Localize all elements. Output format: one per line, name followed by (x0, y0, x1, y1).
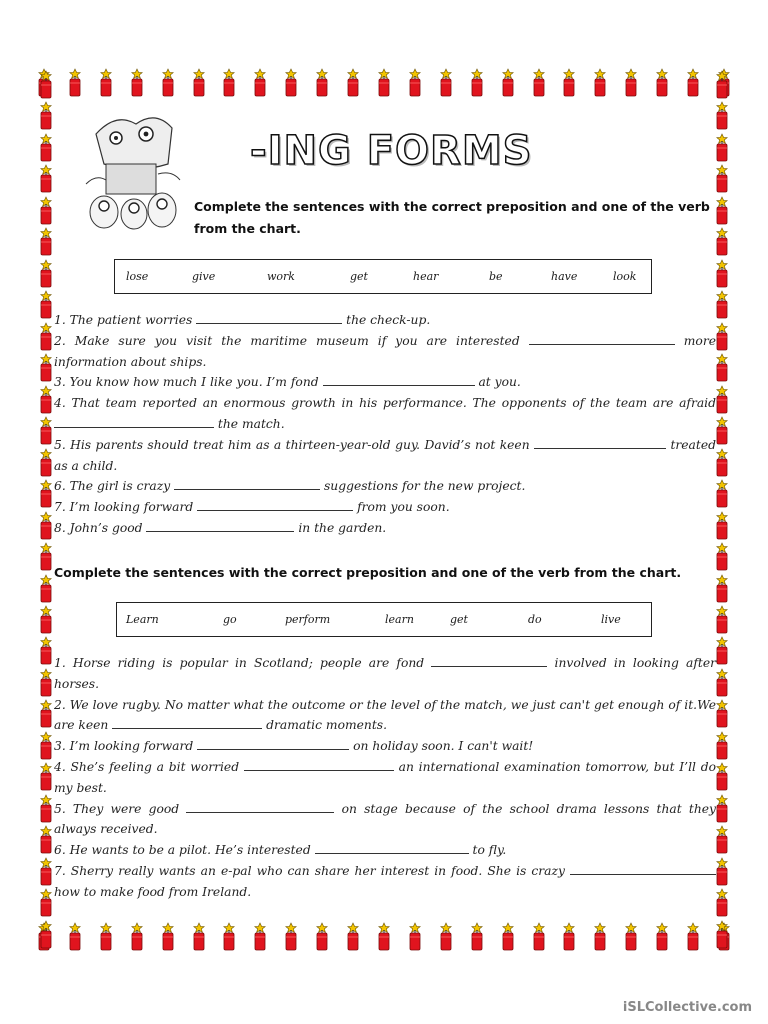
answer-blank[interactable] (186, 800, 334, 813)
firecracker-icon (36, 920, 56, 950)
firecracker-icon (36, 290, 56, 320)
firecracker-icon (559, 922, 579, 952)
firecracker-icon (158, 68, 178, 98)
firecracker-icon (36, 322, 56, 352)
firecracker-icon (36, 196, 56, 226)
firecracker-icon (36, 731, 56, 761)
answer-blank[interactable] (196, 311, 342, 324)
chart-word: give (192, 270, 216, 283)
instruction-1-line2: from the chart. (194, 221, 301, 236)
sentence: 1. The patient worries the check-up. (54, 313, 431, 327)
answer-blank[interactable] (529, 332, 675, 345)
answer-blank[interactable] (315, 841, 469, 854)
firecracker-icon (498, 68, 518, 98)
firecracker-icon (652, 68, 672, 98)
firecracker-icon (712, 227, 732, 257)
firecracker-icon (65, 68, 85, 98)
answer-blank[interactable] (197, 737, 349, 750)
answer-blank[interactable] (570, 862, 716, 875)
firecracker-icon (529, 68, 549, 98)
firecracker-icon (712, 196, 732, 226)
sentence: 3. I’m looking forward on holiday soon. I can't wait! (54, 739, 534, 754)
sentence: 5. His parents should treat him as a thirteen-year-old guy. David’s not keen treated as a child. (54, 437, 716, 473)
firecracker-icon (590, 68, 610, 98)
answer-blank[interactable] (146, 519, 294, 532)
firecracker-icon (712, 920, 732, 950)
firecracker-icon (36, 511, 56, 541)
firecracker-icon (343, 68, 363, 98)
instruction-1-line1: Complete the sentences with the correct preposition and one of the verb (194, 199, 710, 214)
firecracker-icon (712, 133, 732, 163)
firecracker-icon (36, 668, 56, 698)
sentence: 2. We love rugby. No matter what the outcome or the level of the match, we just can't get enough of it.We are keen dramatic moments. (54, 697, 716, 733)
firecracker-icon (219, 68, 239, 98)
sentence: 6. He wants to be a pilot. He’s interested to fly. (54, 843, 507, 858)
firecracker-icon (281, 922, 301, 952)
firecracker-icon (127, 68, 147, 98)
firecracker-icon (281, 68, 301, 98)
chart-word: perform (285, 613, 331, 626)
firecracker-icon (36, 888, 56, 918)
firecracker-icon (436, 922, 456, 952)
sentence: 2. Make sure you visit the maritime museum if you are interested more information about ships. (54, 333, 716, 369)
firecracker-icon (36, 574, 56, 604)
answer-blank[interactable] (54, 415, 214, 428)
sentence: 7. Sherry really wants an e-pal who can share her interest in food. She is crazy how to make food from Ireland. (54, 861, 716, 903)
firecracker-icon (652, 922, 672, 952)
chart-word: get (450, 613, 468, 626)
exercise-1 (54, 310, 716, 539)
answer-blank[interactable] (112, 716, 262, 729)
firecracker-icon (36, 636, 56, 666)
firecracker-icon (36, 164, 56, 194)
firecracker-icon (374, 922, 394, 952)
firecracker-icon (36, 353, 56, 383)
firecracker-icon (36, 448, 56, 478)
firecracker-icon (590, 922, 610, 952)
sentence: 8. John’s good in the garden. (54, 520, 387, 535)
chart-word: go (223, 613, 237, 626)
firecracker-icon (65, 922, 85, 952)
sentence: 3. You know how much I like you. I’m fond at you. (54, 375, 521, 390)
firecracker-icon (621, 68, 641, 98)
firecracker-icon (712, 605, 732, 635)
firecracker-icon (683, 68, 703, 98)
instruction-2: Complete the sentences with the correct preposition and one of the verb from the chart. (54, 565, 682, 580)
firecracker-icon (127, 922, 147, 952)
answer-blank[interactable] (197, 498, 353, 511)
firecracker-icon (374, 68, 394, 98)
firecracker-icon (312, 68, 332, 98)
firecracker-icon (712, 70, 732, 100)
answer-blank[interactable] (244, 758, 394, 771)
firecracker-icon (36, 605, 56, 635)
firecracker-icon (712, 164, 732, 194)
answer-blank[interactable] (431, 654, 547, 667)
firecracker-icon (36, 542, 56, 572)
firecracker-icon (36, 479, 56, 509)
firecracker-icon (96, 922, 116, 952)
answer-blank[interactable] (534, 436, 666, 449)
chart-word: be (489, 270, 503, 283)
word-chart-1 (114, 259, 652, 294)
firecracker-icon (529, 922, 549, 952)
firecracker-icon (36, 133, 56, 163)
firecracker-icon (436, 68, 456, 98)
instruction-1 (194, 196, 714, 240)
exercise-2 (54, 653, 716, 903)
sentence: 4. That team reported an enormous growth in his performance. The opponents of the team are afraid the match. (54, 396, 716, 431)
border-top (34, 68, 734, 98)
minions-clipart (76, 104, 188, 232)
chart-word: do (528, 613, 542, 626)
chart-word: have (551, 270, 578, 283)
firecracker-icon (405, 68, 425, 98)
chart-word: look (613, 270, 637, 283)
firecracker-icon (712, 259, 732, 289)
firecracker-icon (36, 857, 56, 887)
firecracker-icon (36, 259, 56, 289)
firecracker-icon (250, 68, 270, 98)
answer-blank[interactable] (174, 477, 320, 490)
firecracker-icon (219, 922, 239, 952)
sentence: 7. I’m looking forward from you soon. (54, 500, 450, 515)
chart-word: learn (385, 613, 414, 626)
firecracker-icon (189, 68, 209, 98)
sentence: 4. She’s feeling a bit worried an international examination tomorrow, but I’ll do my best. (54, 759, 716, 795)
firecracker-icon (683, 922, 703, 952)
firecracker-icon (189, 922, 209, 952)
firecracker-icon (36, 70, 56, 100)
firecracker-icon (36, 227, 56, 257)
firecracker-icon (158, 922, 178, 952)
firecracker-icon (405, 922, 425, 952)
firecracker-icon (312, 922, 332, 952)
border-bottom (34, 922, 734, 952)
sentence: 6. The girl is crazy suggestions for the new project. (54, 479, 526, 494)
firecracker-icon (36, 794, 56, 824)
word-chart-2 (116, 602, 652, 637)
firecracker-icon (36, 101, 56, 131)
answer-blank[interactable] (323, 373, 475, 386)
firecracker-icon (467, 922, 487, 952)
firecracker-icon (36, 699, 56, 729)
chart-word: Learn (126, 613, 159, 626)
chart-word: live (601, 613, 621, 626)
firecracker-icon (467, 68, 487, 98)
chart-word: work (267, 270, 295, 283)
firecracker-icon (712, 101, 732, 131)
sentence: 1. Horse riding is popular in Scotland; people are fond involved in looking after horses. (54, 656, 716, 691)
firecracker-icon (498, 922, 518, 952)
firecracker-icon (96, 68, 116, 98)
sentence: 5. They were good on stage because of the school drama lessons that they always received. (54, 801, 716, 837)
firecracker-icon (36, 385, 56, 415)
page-title: -ING FORMS (250, 128, 533, 174)
chart-word: get (350, 270, 368, 283)
firecracker-icon (343, 922, 363, 952)
chart-word: lose (126, 270, 149, 283)
firecracker-icon (250, 922, 270, 952)
firecracker-icon (559, 68, 579, 98)
firecracker-icon (36, 825, 56, 855)
firecracker-icon (36, 762, 56, 792)
footer-watermark: iSLCollective.com (622, 1000, 752, 1015)
chart-word: hear (413, 270, 439, 283)
firecracker-icon (36, 416, 56, 446)
firecracker-icon (621, 922, 641, 952)
